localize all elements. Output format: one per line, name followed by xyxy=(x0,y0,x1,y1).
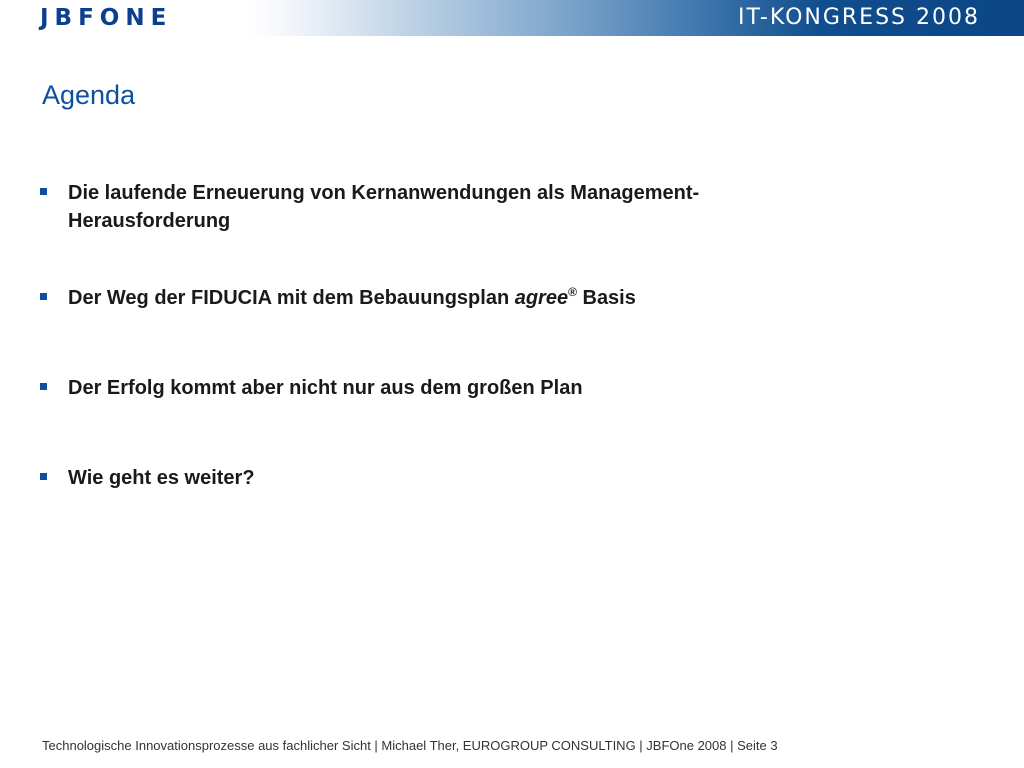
agenda-item-4 xyxy=(40,464,800,492)
square-bullet-icon xyxy=(40,293,47,300)
registered-mark: ® xyxy=(568,285,577,299)
jbfone-logo xyxy=(40,5,172,31)
agenda-item-text-part: Basis xyxy=(576,287,636,309)
footer-text: Technologische Innovationsprozesse aus fachlicher Sicht | Michael Ther, EUROGROUP CONSULTING | JBFOne 2008 | Seite 3 xyxy=(42,738,778,753)
logo-text: JBFONE xyxy=(40,5,173,31)
agree-brand-name: agree xyxy=(514,287,569,309)
square-bullet-icon xyxy=(40,383,47,390)
agenda-item-text: Wie geht es weiter? xyxy=(68,467,255,489)
agenda-item-1 xyxy=(40,179,800,235)
header-band xyxy=(0,0,1024,36)
square-bullet-icon xyxy=(40,473,47,480)
agenda-item-text xyxy=(68,284,636,312)
agenda-item-2 xyxy=(40,284,800,312)
event-title: IT-KONGRESS 2008 xyxy=(738,5,980,30)
agenda-item-text-part: Der Weg der FIDUCIA mit dem Bebauungsplan xyxy=(68,287,515,309)
square-bullet-icon xyxy=(40,188,47,195)
agenda-item-3 xyxy=(40,374,800,402)
agenda-item-text: Der Erfolg kommt aber nicht nur aus dem großen Plan xyxy=(68,377,583,399)
slide-title: Agenda xyxy=(42,80,136,110)
agenda-item-text: Die laufende Erneuerung von Kernanwendungen als Management-Herausforderung xyxy=(68,182,700,232)
